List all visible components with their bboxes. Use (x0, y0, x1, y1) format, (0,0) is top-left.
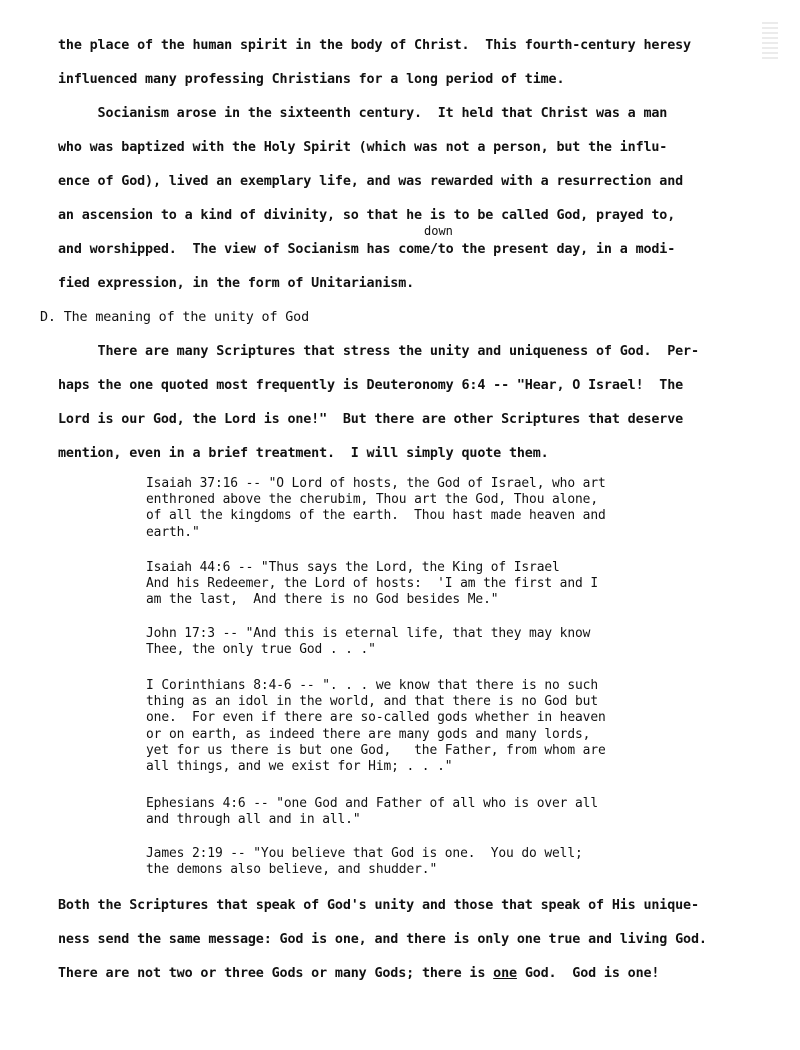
text-line: mention, even in a brief treatment. I will simply quote them. (58, 446, 549, 461)
text-line: ence of God), lived an exemplary life, and was rewarded with a resurrection and (58, 174, 684, 189)
scripture-quote-ephesians (146, 796, 706, 828)
quote-line: earth." (146, 524, 200, 540)
text-line: influenced many professing Christians for a long period of time. (58, 72, 565, 87)
quote-line: one. For even if there are so-called gods whether in heaven (146, 710, 606, 726)
final-line-text: There are not two or three Gods or many Gods; there is (58, 966, 494, 981)
emphasized-word: one (493, 966, 517, 981)
scripture-quote-isaiah-44 (146, 560, 706, 609)
quote-line: all things, and we exist for Him; . . ." (146, 759, 453, 775)
quote-line: I Corinthians 8:4-6 -- ". . . we know that there is no such (146, 678, 598, 693)
final-line (58, 966, 659, 982)
text-line: ness send the same message: God is one, and there is only one true and living God. (58, 932, 707, 947)
text-line: the place of the human spirit in the body of Christ. This fourth-century heresy (58, 38, 691, 53)
section-heading: D. The meaning of the unity of God (40, 310, 310, 325)
quote-line: of all the kingdoms of the earth. Thou hast made heaven and (146, 508, 606, 524)
quote-line: John 17:3 -- "And this is eternal life, that they may know (146, 626, 591, 641)
text-line: haps the one quoted most frequently is Deuteronomy 6:4 -- "Hear, O Israel! The (58, 378, 684, 393)
scripture-quote-corinthians (146, 678, 706, 775)
quote-line: enthroned above the cherubim, Thou art the God, Thou alone, (146, 492, 598, 508)
text-line: There are many Scriptures that stress the unity and uniqueness of God. Per- (58, 344, 699, 359)
text-line: an ascension to a kind of divinity, so that he is to be called God, prayed to, (58, 208, 676, 223)
quote-line: Ephesians 4:6 -- "one God and Father of all who is over all (146, 796, 598, 811)
scan-artifact (762, 22, 778, 60)
quote-line: the demons also believe, and shudder." (146, 862, 438, 878)
quote-line: and through all and in all." (146, 812, 361, 828)
text-line: fied expression, in the form of Unitarianism. (58, 276, 415, 291)
quote-line: am the last, And there is no God besides Me." (146, 592, 499, 608)
quote-line: Isaiah 44:6 -- "Thus says the Lord, the King of Israel (146, 560, 560, 575)
scripture-quote-john (146, 626, 706, 658)
quote-line: yet for us there is but one God, the Father, from whom are (146, 742, 606, 758)
text-line: who was baptized with the Holy Spirit (which was not a person, but the influ- (58, 140, 668, 155)
scripture-quote-isaiah-37 (146, 476, 706, 541)
handwritten-insertion: down (424, 224, 453, 238)
quote-line: Isaiah 37:16 -- "O Lord of hosts, the God of Israel, who art (146, 476, 606, 491)
quote-line: James 2:19 -- "You believe that God is one. You do well; (146, 846, 583, 861)
quote-line: or on earth, as indeed there are many gods and many lords, (146, 726, 591, 742)
text-line: Lord is our God, the Lord is one!" But there are other Scriptures that deserve (58, 412, 684, 427)
text-line: Both the Scriptures that speak of God's unity and those that speak of His unique- (58, 898, 699, 913)
final-line-text: God. God is one! (516, 966, 660, 981)
quote-line: thing as an idol in the world, and that there is no God but (146, 694, 598, 710)
text-line: and worshipped. The view of Socianism has come/to the present day, in a modi- (58, 242, 676, 257)
scripture-quote-james (146, 846, 706, 878)
text-line: Socianism arose in the sixteenth century. It held that Christ was a man (58, 106, 668, 121)
quote-line: Thee, the only true God . . ." (146, 642, 376, 658)
quote-line: And his Redeemer, the Lord of hosts: 'I am the first and I (146, 576, 598, 592)
